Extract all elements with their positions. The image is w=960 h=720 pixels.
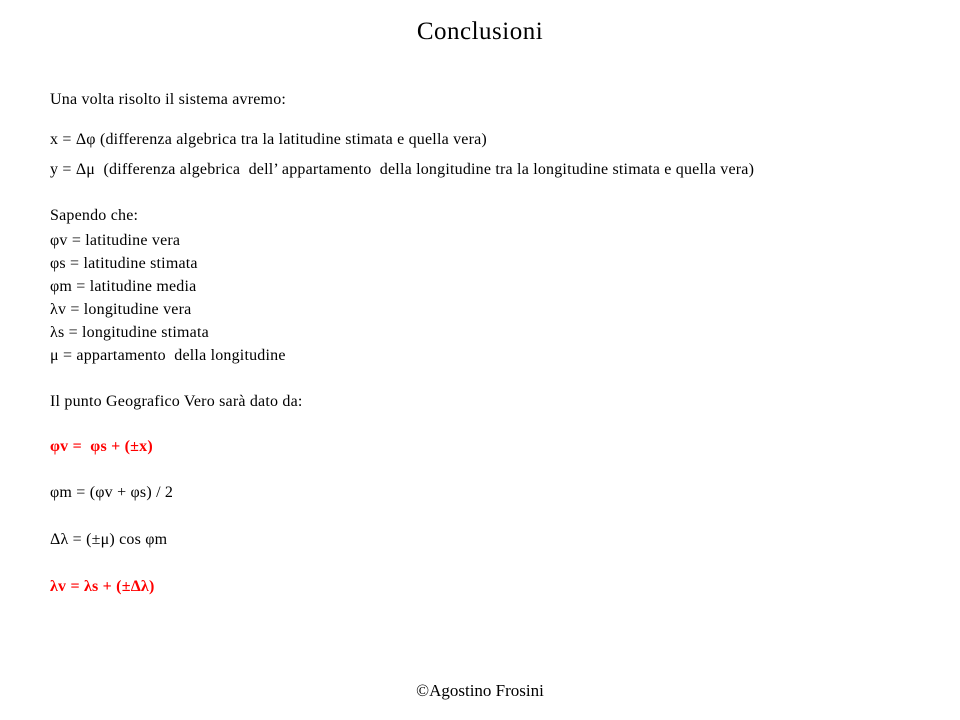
intro-line: Una volta risolto il sistema avremo: bbox=[50, 91, 287, 108]
copyright-footer: ©Agostino Frosini bbox=[416, 681, 544, 700]
formula-phi-v: φv = φs + (±x) bbox=[50, 438, 153, 455]
formula-delta-lambda: Δλ = (±μ) cos φm bbox=[50, 531, 168, 548]
formula-lambda-v: λv = λs + (±Δλ) bbox=[50, 578, 155, 595]
definition-phi-s: φs = latitudine stimata bbox=[50, 255, 198, 272]
sapendo-che-heading: Sapendo che: bbox=[50, 207, 139, 224]
definition-lambda-v: λv = longitudine vera bbox=[50, 301, 192, 318]
definition-phi-m: φm = latitudine media bbox=[50, 278, 197, 295]
definition-x: x = Δφ (differenza algebrica tra la latitudine stimata e quella vera) bbox=[50, 131, 487, 148]
punto-geografico-heading: Il punto Geografico Vero sarà dato da: bbox=[50, 393, 303, 410]
definition-y: y = Δμ (differenza algebrica dell’ appartamento della longitudine tra la longitudine stimata e quella vera) bbox=[50, 161, 755, 178]
definition-lambda-s: λs = longitudine stimata bbox=[50, 324, 209, 341]
definition-phi-v: φv = latitudine vera bbox=[50, 232, 181, 249]
definition-mu: μ = appartamento della longitudine bbox=[50, 347, 286, 364]
formula-phi-m: φm = (φv + φs) / 2 bbox=[50, 484, 174, 501]
slide-title: Conclusioni bbox=[416, 18, 544, 45]
